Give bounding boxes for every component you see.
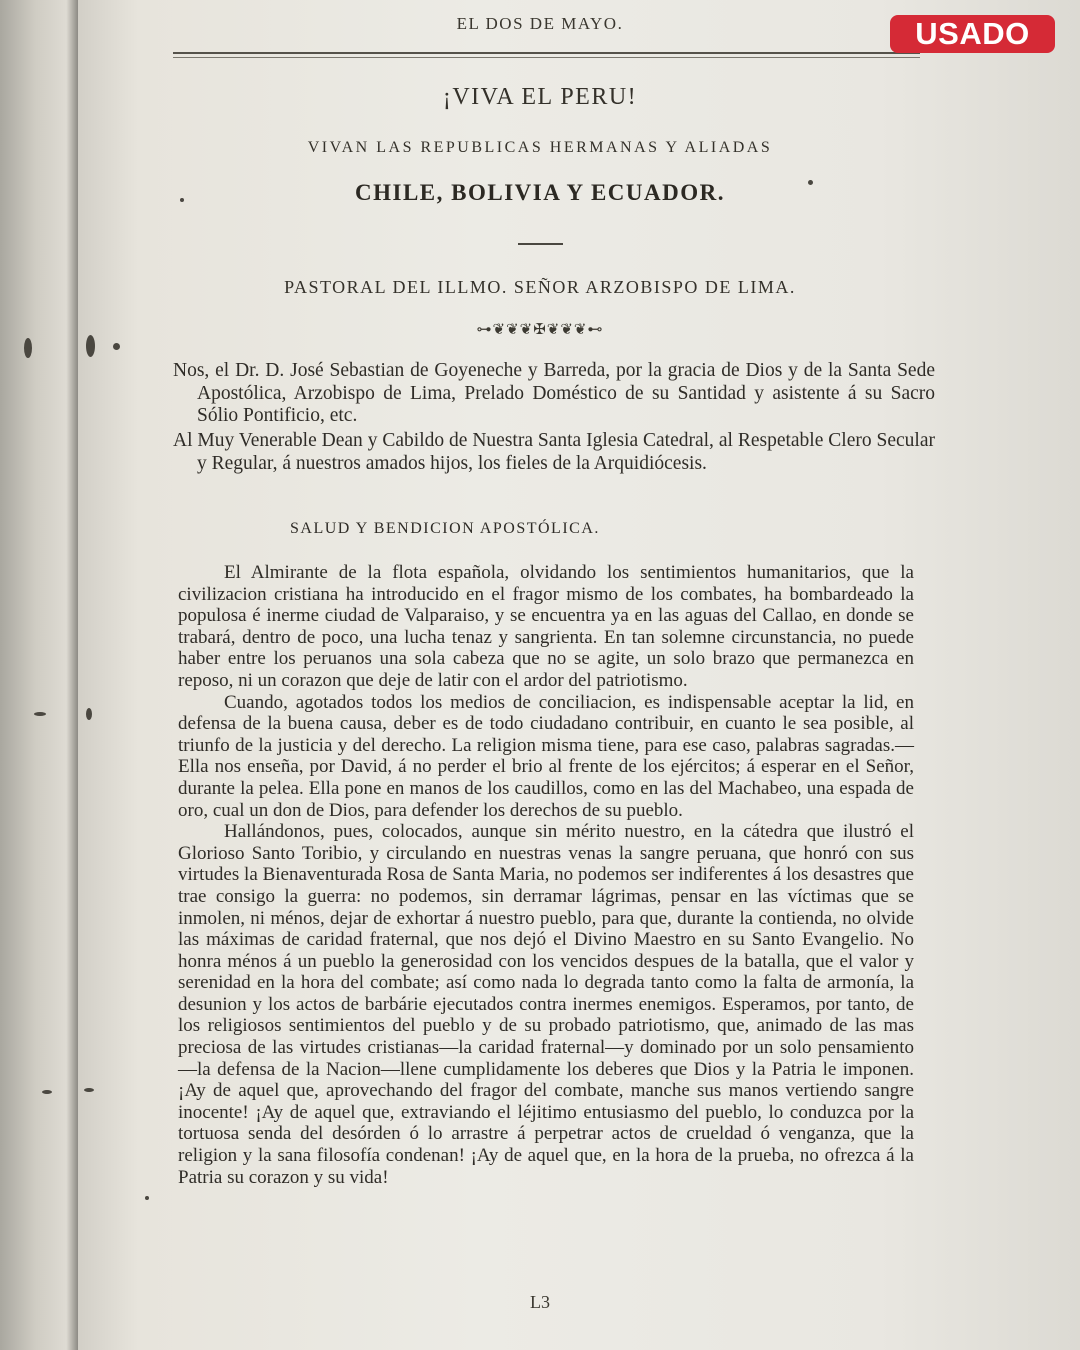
stain-mark: [84, 1088, 94, 1092]
stain-mark: [34, 712, 46, 716]
used-badge: USADO: [890, 15, 1055, 53]
heading-viva-peru: ¡VIVA EL PERU!: [442, 84, 638, 110]
ornament-divider: ⊶❦❦❦✠❦❦❦⊷: [476, 322, 604, 338]
heading-republicas: VIVAN LAS REPUBLICAS HERMANAS Y ALIADAS: [307, 139, 773, 156]
running-head: EL DOS DE MAYO.: [456, 14, 624, 33]
address-al: Al Muy Venerable Dean y Cabildo de Nuestra Santa Iglesia Catedral, al Respetable Clero Secular y Regular, á nuestros amados hijos, los fieles de la Arquidiócesis.: [173, 430, 935, 474]
heading-pastoral: PASTORAL DEL ILLMO. SEÑOR ARZOBISPO DE LIMA.: [284, 277, 796, 297]
heading-paises: CHILE, BOLIVIA Y ECUADOR.: [355, 180, 725, 205]
stain-mark: [42, 1090, 52, 1094]
address-nos: Nos, el Dr. D. José Sebastian de Goyeneche y Barreda, por la gracia de Dios y de la Santa Sede Apostólica, Arzobispo de Lima, Prelado Doméstico de su Santidad y asistente á su Sacro Sólio Pontificio, etc.: [173, 360, 935, 426]
body-text: [178, 562, 914, 1188]
folio-signature: L3: [530, 1292, 550, 1312]
paragraph: Hallándonos, pues, colocados, aunque sin mérito nuestro, en la cátedra que ilustró el Glorioso Santo Toribio, y circulando en nuestras venas la sangre peruana, que honró con sus virtudes la Bienaventurada Rosa de Santa Maria, no podemos ser indiferentes á los desastres que trae consigo la guerra: no podemos, sin derramar lágrimas, pensar en las víctimas que se inmolen, ni ménos, dejar de exhortar á nuestro pueblo, para que, durante la contienda, no olvide las máximas de caridad fraternal, que nos dejó el Divino Maestro en su Santo Evangelio. No honra ménos á un pueblo la generosidad con los vencidos despues de la batalla, que el valor y serenidad en la hora del combate; así como nada lo degrada tanto como la falta de armonía, la desunion y los actos de barbárie ejecutados contra inermes enemigos. Esperamos, por tanto, de los religiosos sentimientos del pueblo y de su probado patriotismo, que, animado de las mas preciosa de las virtudes cristianas—la caridad fraternal—y dominado por un solo pensamiento—la defensa de la Nacion—llene cumplidamente los deberes que Dios y la Patria le imponen. ¡Ay de aquel que, aprovechando del fragor del combate, manche sus manos vertiendo sangre inocente! ¡Ay de aquel que, extraviando el léjitimo entusiasmo del pueblo, lo conduzca por la tortuosa senda del desórden ó lo arrastre á perpetrar actos de crueldad ó venganza, que la religion y la sana filosofía condenan! ¡Ay de aquel que, en la hora de la prueba, no ofrezca á la Patria su corazon y su vida!: [178, 821, 914, 1188]
stain-mark: [86, 708, 92, 720]
stain-mark: [24, 338, 32, 358]
paragraph: El Almirante de la flota española, olvidando los sentimientos humanitarios, que la civilizacion cristiana ha introducido en el fragor mismo de los combates, ha bombardeado la populosa é inerme ciudad de Valparaiso, y se encuentra ya en las aguas del Callao, en donde se trabará, dentro de poco, una lucha tenaz y sangrienta. En tan solemne circunstancia, no puede haber entre los peruanos una sola cabeza que no se agite, un solo brazo que permanezca en reposo, ni un corazon que deje de latir con el ardor del patriotismo.: [178, 562, 914, 691]
header-rule: [173, 52, 920, 58]
stain-mark: [113, 343, 120, 350]
stain-mark: [145, 1196, 149, 1200]
short-divider: [518, 243, 563, 245]
salutation: SALUD Y BENDICION APOSTÓLICA.: [290, 520, 600, 537]
paragraph: Cuando, agotados todos los medios de conciliacion, es indispensable aceptar la lid, en defensa de la buena causa, deber es de todo ciudadano contribuir, en cuanto le sea posible, al triunfo de la justicia y del derecho. La religion misma tiene, para ese caso, palabras sagradas.—Ella nos enseña, por David, á no perder el brio al frente de los ejércitos; á esperar en el Señor, durante la pelea. Ella pone en manos de los caudillos, como en las del Machabeo, una espada de oro, cual un don de Dios, para defender los derechos de su pueblo.: [178, 691, 914, 821]
